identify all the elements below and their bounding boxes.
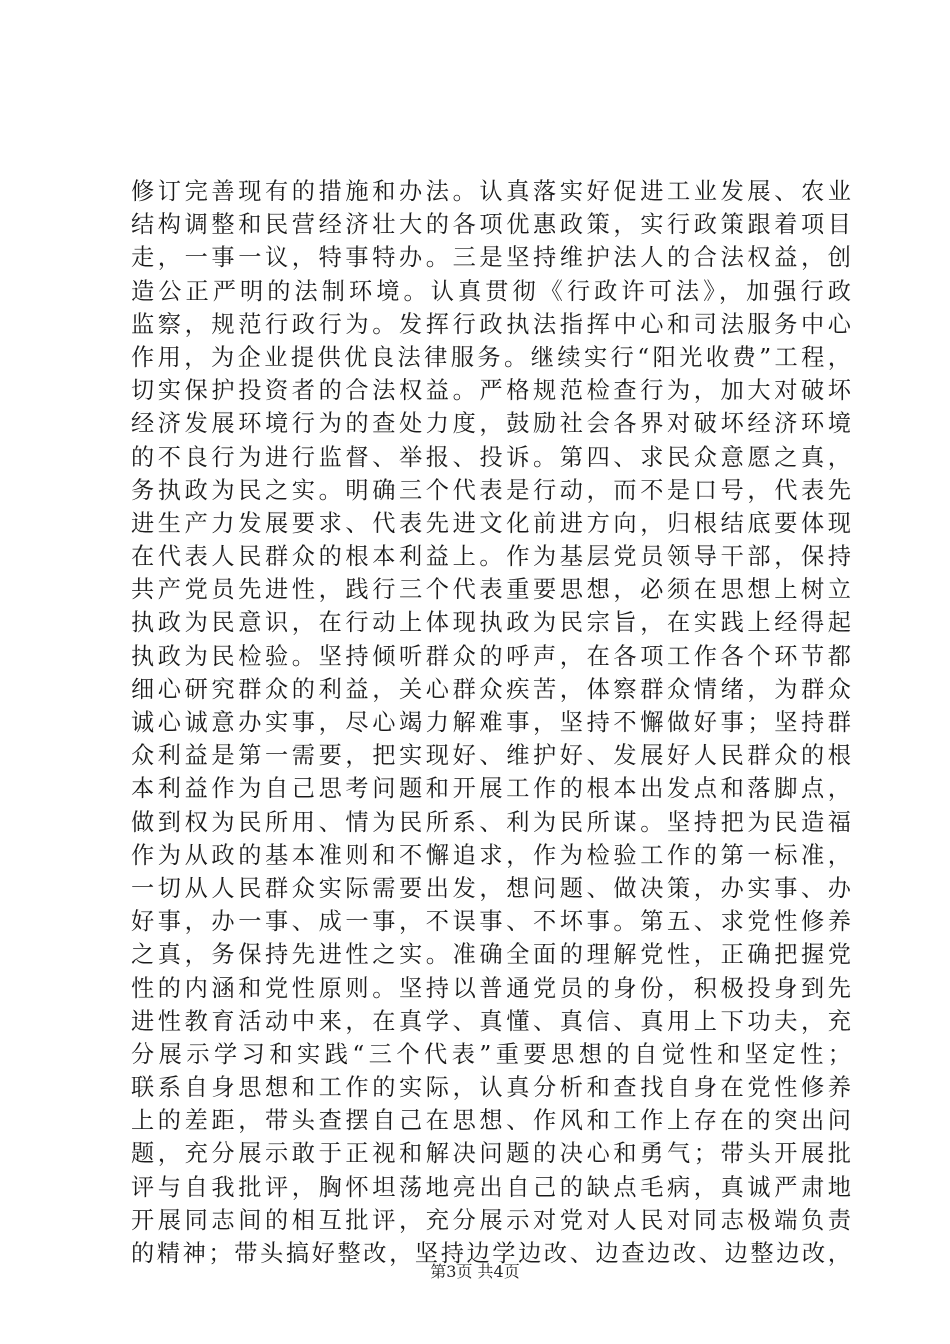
text-line: 务执政为民之实。明确三个代表是行动，而不是口号，代表先 — [131, 476, 851, 504]
text-line: 共产党员先进性，践行三个代表重要思想，必须在思想上树立 — [131, 576, 851, 604]
text-line: 上的差距，带头查摆自己在思想、作风和工作上存在的突出问 — [131, 1107, 851, 1135]
text-line: 一切从人民群众实际需要出发，想问题、做决策，办实事、办 — [131, 874, 851, 902]
text-line: 性的内涵和党性原则。坚持以普通党员的身份，积极投身到先 — [131, 974, 851, 1002]
text-line: 评与自我批评，胸怀坦荡地亮出自己的缺点毛病，真诚严肃地 — [131, 1173, 851, 1201]
text-line: 执政为民意识，在行动上体现执政为民宗旨，在实践上经得起 — [131, 609, 851, 637]
text-line: 开展同志间的相互批评，充分展示对党对人民对同志极端负责 — [131, 1206, 851, 1234]
text-line: 进生产力发展要求、代表先进文化前进方向，归根结底要体现 — [131, 509, 851, 537]
text-line: 在代表人民群众的根本利益上。作为基层党员领导干部，保持 — [131, 543, 851, 571]
text-line: 做到权为民所用、情为民所系、利为民所谋。坚持把为民造福 — [131, 808, 851, 836]
text-line: 造公正严明的法制环境。认真贯彻《行政许可法》，加强行政 — [131, 277, 851, 305]
text-line: 好事，办一事、成一事，不误事、不坏事。第五、求党性修养 — [131, 908, 851, 936]
text-line: 之真，务保持先进性之实。准确全面的理解党性，正确把握党 — [131, 941, 851, 969]
text-line: 作为从政的基本准则和不懈追求，作为检验工作的第一标准， — [131, 841, 851, 869]
text-line: 经济发展环境行为的查处力度，鼓励社会各界对破坏经济环境 — [131, 410, 851, 438]
text-line: 众利益是第一需要，把实现好、维护好、发展好人民群众的根 — [131, 742, 851, 770]
page-footer: 第3页 共4页 — [430, 1262, 520, 1281]
text-line: 切实保护投资者的合法权益。严格规范检查行为，加大对破坏 — [131, 377, 851, 405]
text-line: 监察，规范行政行为。发挥行政执法指挥中心和司法服务中心 — [131, 310, 851, 338]
body-text — [131, 175, 851, 1270]
text-line: 走，一事一议，特事特办。三是坚持维护法人的合法权益，创 — [131, 244, 851, 272]
text-line: 分展示学习和实践“三个代表”重要思想的自觉性和坚定性； — [131, 1040, 851, 1068]
text-line: 诚心诚意办实事，尽心竭力解难事，坚持不懈做好事；坚持群 — [131, 709, 851, 736]
text-line: 的不良行为进行监督、举报、投诉。第四、求民众意愿之真， — [131, 443, 851, 471]
text-line: 本利益作为自己思考问题和开展工作的根本出发点和落脚点， — [131, 775, 851, 803]
text-line: 结构调整和民营经济壮大的各项优惠政策，实行政策跟着项目 — [131, 211, 851, 239]
text-line: 作用，为企业提供优良法律服务。继续实行“阳光收费”工程， — [131, 343, 851, 371]
text-line: 细心研究群众的利益，关心群众疾苦，体察群众情绪，为群众 — [131, 675, 851, 703]
text-line: 题，充分展示敢于正视和解决问题的决心和勇气；带头开展批 — [131, 1140, 851, 1168]
text-line: 联系自身思想和工作的实际，认真分析和查找自身在党性修养 — [131, 1074, 851, 1102]
text-line: 的精神；带头搞好整改，坚持边学边改、边查边改、边整边改， — [131, 1240, 851, 1267]
text-line: 进性教育活动中来，在真学、真懂、真信、真用上下功夫，充 — [131, 1007, 851, 1035]
text-line: 执政为民检验。坚持倾听群众的呼声，在各项工作各个环节都 — [131, 642, 851, 670]
text-line: 修订完善现有的措施和办法。认真落实好促进工业发展、农业 — [131, 178, 851, 205]
